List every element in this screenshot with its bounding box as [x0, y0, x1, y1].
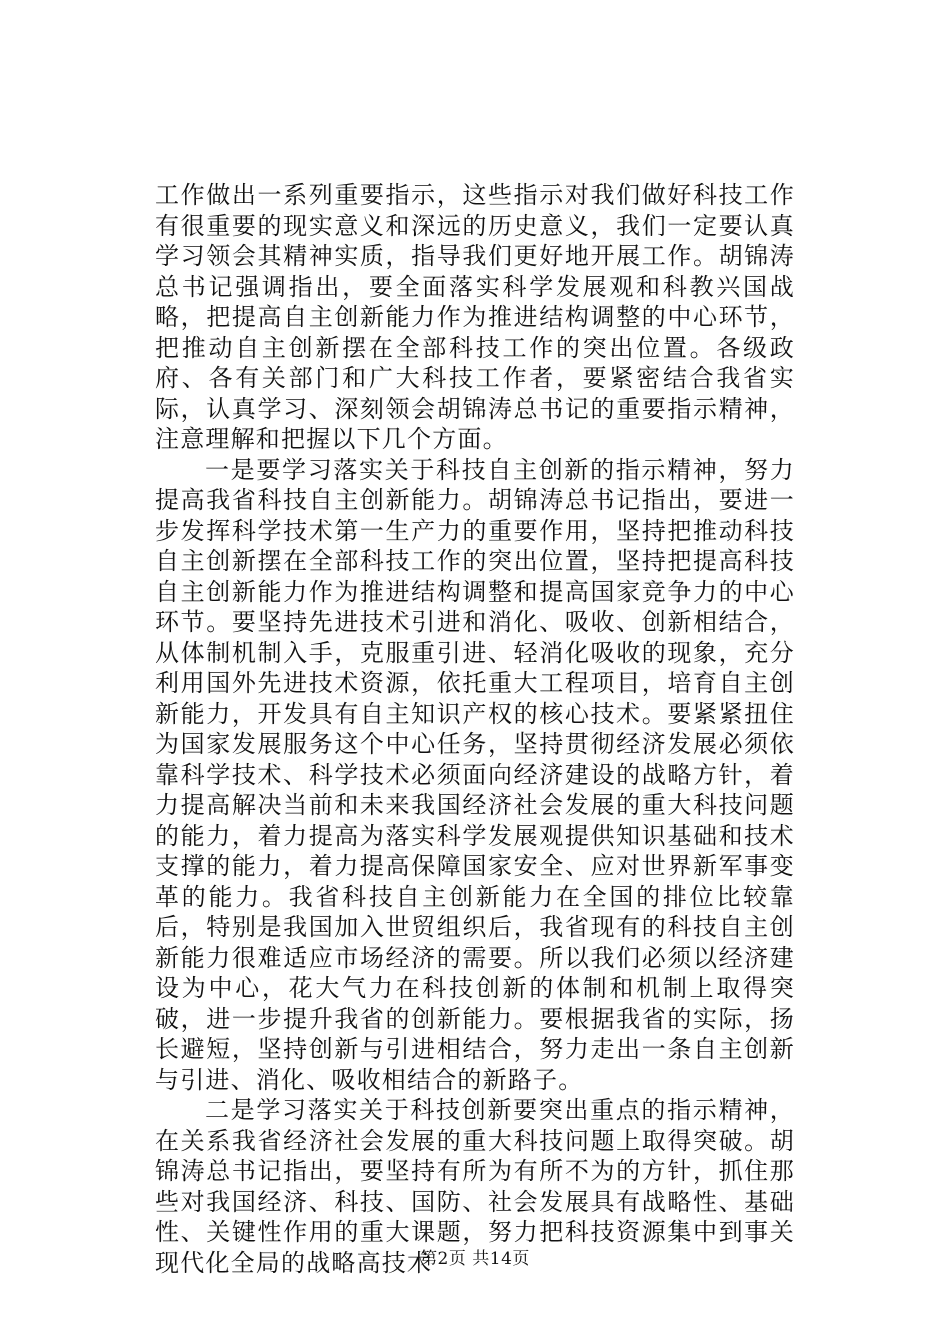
- page-number-footer: 第2页 共14页: [420, 1249, 530, 1269]
- document-body: [155, 180, 795, 1278]
- paragraph-continuation: 工作做出一系列重要指示，这些指示对我们做好科技工作有很重要的现实意义和深远的历史意义，我们一定要认真学习领会其精神实质，指导我们更好地开展工作。胡锦涛总书记强调指出，要全面落实科学发展观和科教兴国战略，把提高自主创新能力作为推进结构调整的中心环节，把推动自主创新摆在全部科技工作的突出位置。各级政府、各有关部门和广大科技工作者，要紧密结合我省实际，认真学习、深刻领会胡锦涛总书记的重要指示精神，注意理解和把握以下几个方面。: [155, 181, 795, 453]
- paragraph-point-one: 一是要学习落实关于科技自主创新的指示精神，努力提高我省科技自主创新能力。胡锦涛总书记指出，要进一步发挥科学技术第一生产力的重要作用，坚持把推动科技自主创新摆在全部科技工作的突出位置，坚持把提高科技自主创新能力作为推进结构调整和提高国家竞争力的中心环节。要坚持先进技术引进和消化、吸收、创新相结合，从体制机制入手，克服重引进、轻消化吸收的现象，充分利用国外先进技术资源，依托重大工程项目，培育自主创新能力，开发具有自主知识产权的核心技术。要紧紧扭住为国家发展服务这个中心任务，坚持贯彻经济发展必须依靠科学技术、科学技术必须面向经济建设的战略方针，着力提高解决当前和未来我国经济社会发展的重大科技问题的能力，着力提高为落实科学发展观提供知识基础和技术支撑的能力，着力提高保障国家安全、应对世界新军事变革的能力。我省科技自主创新能力在全国的排位比较靠后，特别是我国加入世贸组织后，我省现有的科技自主创新能力很难适应市场经济的需要。所以我们必须以经济建设为中心，花大气力在科技创新的体制和机制上取得突破，进一步提升我省的创新能力。要根据我省的实际，扬长避短，坚持创新与引进相结合，努力走出一条自主创新与引进、消化、吸收相结合的新路子。: [155, 455, 795, 1094]
- paragraph-point-two: 二是学习落实关于科技创新要突出重点的指示精神，在关系我省经济社会发展的重大科技问题上取得突破。胡锦涛总书记指出，要坚持有所为有所不为的方针，抓住那些对我国经济、科技、国防、社会发展具有战略性、基础性、关键性作用的重大课题，努力把科技资源集中到事关现代化全局的战略高技术: [155, 1096, 795, 1277]
